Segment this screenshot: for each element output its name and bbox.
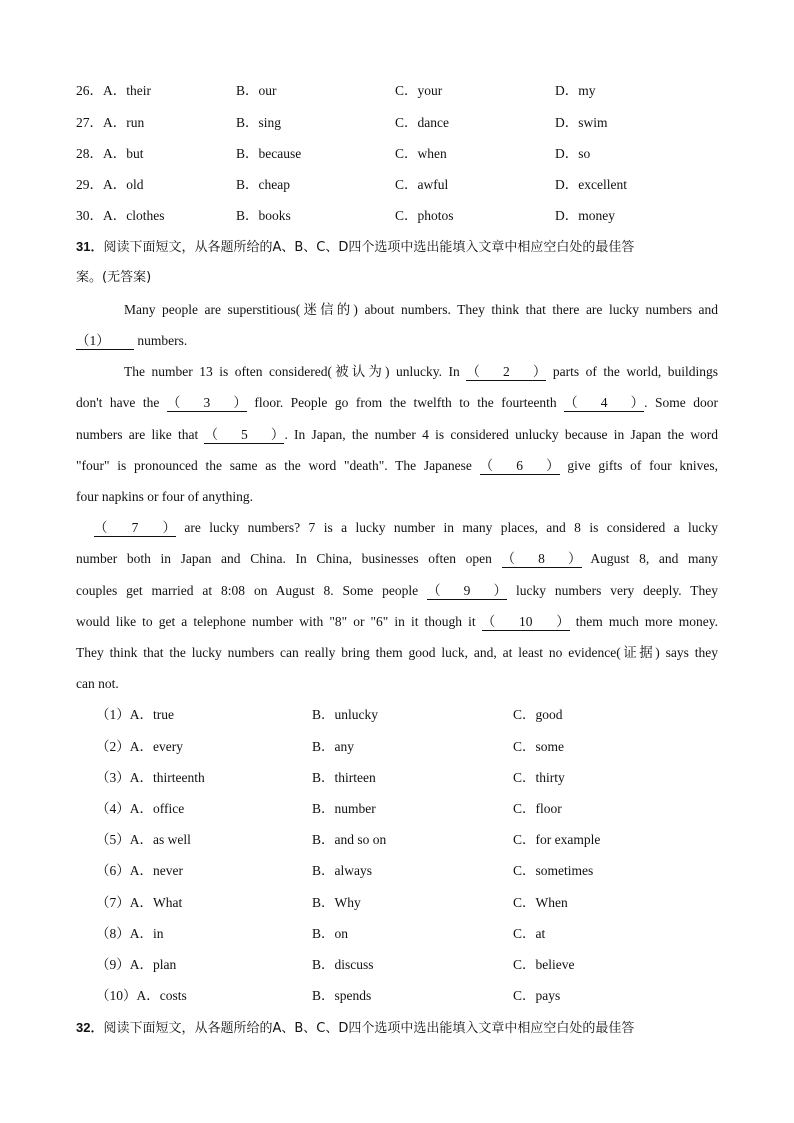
option-c: C．dance (395, 115, 449, 130)
option-row-4 (76, 799, 718, 819)
instruction-text: 阅读下面短文，从各题所给的A、B、C、D四个选项中选出能填入文章中相应空白处的最佳答 (103, 240, 635, 255)
question-row-28 (76, 144, 718, 164)
passage-text: give gifts of four knives, (559, 458, 719, 473)
passage-text: don't have the (76, 395, 167, 410)
option-b: B．and so on (312, 832, 387, 847)
option-b: B．because (236, 146, 302, 161)
option-d: D．excellent (555, 177, 627, 192)
passage-line (76, 549, 718, 569)
option-a-text: A．run (103, 115, 145, 130)
option-row-5 (76, 830, 718, 850)
option-a: （9）A．plan (96, 957, 177, 972)
option-c: C．awful (395, 177, 449, 192)
option-b: B．cheap (236, 177, 290, 192)
option-b: B．any (312, 739, 354, 754)
passage-line (76, 425, 718, 445)
option-b: B．discuss (312, 957, 374, 972)
option-b: B．on (312, 926, 349, 941)
passage-line (94, 518, 718, 538)
option-a-text: A．old (103, 177, 144, 192)
passage-line: four napkins or four of anything. (76, 489, 253, 504)
option-b: B．unlucky (312, 707, 378, 722)
blank-8: （8） (501, 551, 582, 566)
option-a: （8）A．in (96, 926, 164, 941)
passage-line (76, 612, 718, 632)
option-b: B．sing (236, 115, 282, 130)
option-a-text: A．but (103, 146, 144, 161)
option-a-text: A．clothes (103, 208, 165, 223)
passage-text: parts of the world, buildings (546, 364, 718, 379)
passage-line (124, 362, 718, 382)
option-b: B．thirteen (312, 770, 376, 785)
option-a: （4）A．office (96, 801, 185, 816)
passage-text: numbers are like that (76, 427, 205, 442)
passage-text: "four" is pronounced the same as the word "death". The Japanese (76, 458, 480, 473)
option-a: （1）A．true (96, 707, 174, 722)
question-row-26 (76, 81, 718, 101)
option-c: C．at (513, 926, 546, 941)
option-a (76, 206, 165, 226)
blank-9: （9） (427, 583, 508, 598)
option-row-8 (76, 924, 718, 944)
option-a (76, 81, 151, 101)
question-number: 30． (76, 208, 103, 223)
passage-line (76, 331, 718, 351)
option-row-1 (76, 705, 718, 725)
option-d: D．money (555, 208, 615, 223)
passage-text: number both in Japan and China. In China, businesses often open (76, 551, 502, 566)
option-c: C．floor (513, 801, 562, 816)
option-c: C．your (395, 83, 443, 98)
option-a: （6）A．never (96, 863, 183, 878)
blank-7: （7） (94, 520, 176, 535)
question-31-instruction-cont (76, 268, 718, 288)
blank-6: （6） (479, 458, 560, 473)
option-a: （2）A．every (96, 739, 183, 754)
question-number: 27． (76, 115, 103, 130)
passage-text: floor. People go from the twelfth to the fourteenth (246, 395, 565, 410)
option-a-text: A．their (103, 83, 151, 98)
passage-text: The number 13 is often considered(被认为) unlucky. In (124, 364, 467, 379)
question-number: 28． (76, 146, 103, 161)
passage-line (76, 581, 718, 601)
passage-text: numbers. (134, 333, 188, 348)
passage-text: are lucky numbers? 7 is a lucky number in many places, and 8 is considered a lucky (176, 520, 718, 535)
blank-5: （5） (204, 427, 285, 442)
option-row-9 (76, 955, 718, 975)
blank-3: （3） (166, 395, 247, 410)
option-d: D．my (555, 83, 596, 98)
passage-line: Many people are superstitious(迷信的) about numbers. They think that there are lucky numbers and (124, 302, 718, 317)
passage-line: They think that the lucky numbers can really bring them good luck, and, at least no evidence(证据) says they (76, 645, 718, 660)
option-b: B．books (236, 208, 291, 223)
passage-text: them much more money. (569, 614, 718, 629)
option-c: C．believe (513, 957, 575, 972)
passage-text: . Some door (644, 395, 718, 410)
passage-text: would like to get a telephone number with "8" or "6" in it though it (76, 614, 482, 629)
option-c: C．for example (513, 832, 601, 847)
option-c: C．when (395, 146, 447, 161)
option-row-3 (76, 768, 718, 788)
question-row-29 (76, 175, 718, 195)
question-32-instruction (76, 1018, 718, 1038)
question-row-27 (76, 113, 718, 133)
option-a (76, 144, 144, 164)
passage-line (76, 456, 718, 476)
passage-text: lucky numbers very deeply. They (507, 583, 719, 598)
question-31-instruction (76, 237, 718, 257)
option-a: （5）A．as well (96, 832, 191, 847)
option-a (76, 113, 144, 133)
option-c: C．pays (513, 988, 561, 1003)
option-c: C．sometimes (513, 863, 594, 878)
blank-2: （2） (466, 364, 547, 379)
option-d: D．swim (555, 115, 608, 130)
question-number: 32． (76, 1020, 104, 1035)
option-a: （7）A．What (96, 895, 183, 910)
option-b: B．our (236, 83, 277, 98)
option-row-2 (76, 737, 718, 757)
option-row-6 (76, 861, 718, 881)
option-c: C．thirty (513, 770, 565, 785)
blank-1: （1） (76, 333, 134, 350)
question-number: 26． (76, 83, 103, 98)
option-c: C．When (513, 895, 568, 910)
blank-10: （10） (481, 614, 570, 629)
passage-text: August 8, and many (581, 551, 718, 566)
option-a: （10）A．costs (96, 988, 187, 1003)
option-c: C．photos (395, 208, 454, 223)
option-a (76, 175, 144, 195)
option-c: C．some (513, 739, 565, 754)
option-c: C．good (513, 707, 563, 722)
passage-text: . In Japan, the number 4 is considered unlucky because in Japan the word (284, 427, 718, 442)
option-row-10 (76, 986, 718, 1006)
option-b: B．Why (312, 895, 361, 910)
instruction-text: 阅读下面短文，从各题所给的A、B、C、D四个选项中选出能填入文章中相应空白处的最佳答 (103, 1021, 635, 1036)
blank-4: （4） (564, 395, 645, 410)
option-b: B．always (312, 863, 372, 878)
passage-text: couples get married at 8:08 on August 8. Some people (76, 583, 428, 598)
option-d: D．so (555, 146, 591, 161)
question-number: 31． (76, 239, 104, 254)
option-a: （3）A．thirteenth (96, 770, 205, 785)
question-row-30 (76, 206, 718, 226)
option-b: B．spends (312, 988, 372, 1003)
question-number: 29． (76, 177, 103, 192)
option-b: B．number (312, 801, 376, 816)
passage-line: can not. (76, 676, 119, 691)
passage-line (76, 393, 718, 413)
instruction-text: 案。(无答案) (76, 270, 152, 285)
option-row-7 (76, 893, 718, 913)
